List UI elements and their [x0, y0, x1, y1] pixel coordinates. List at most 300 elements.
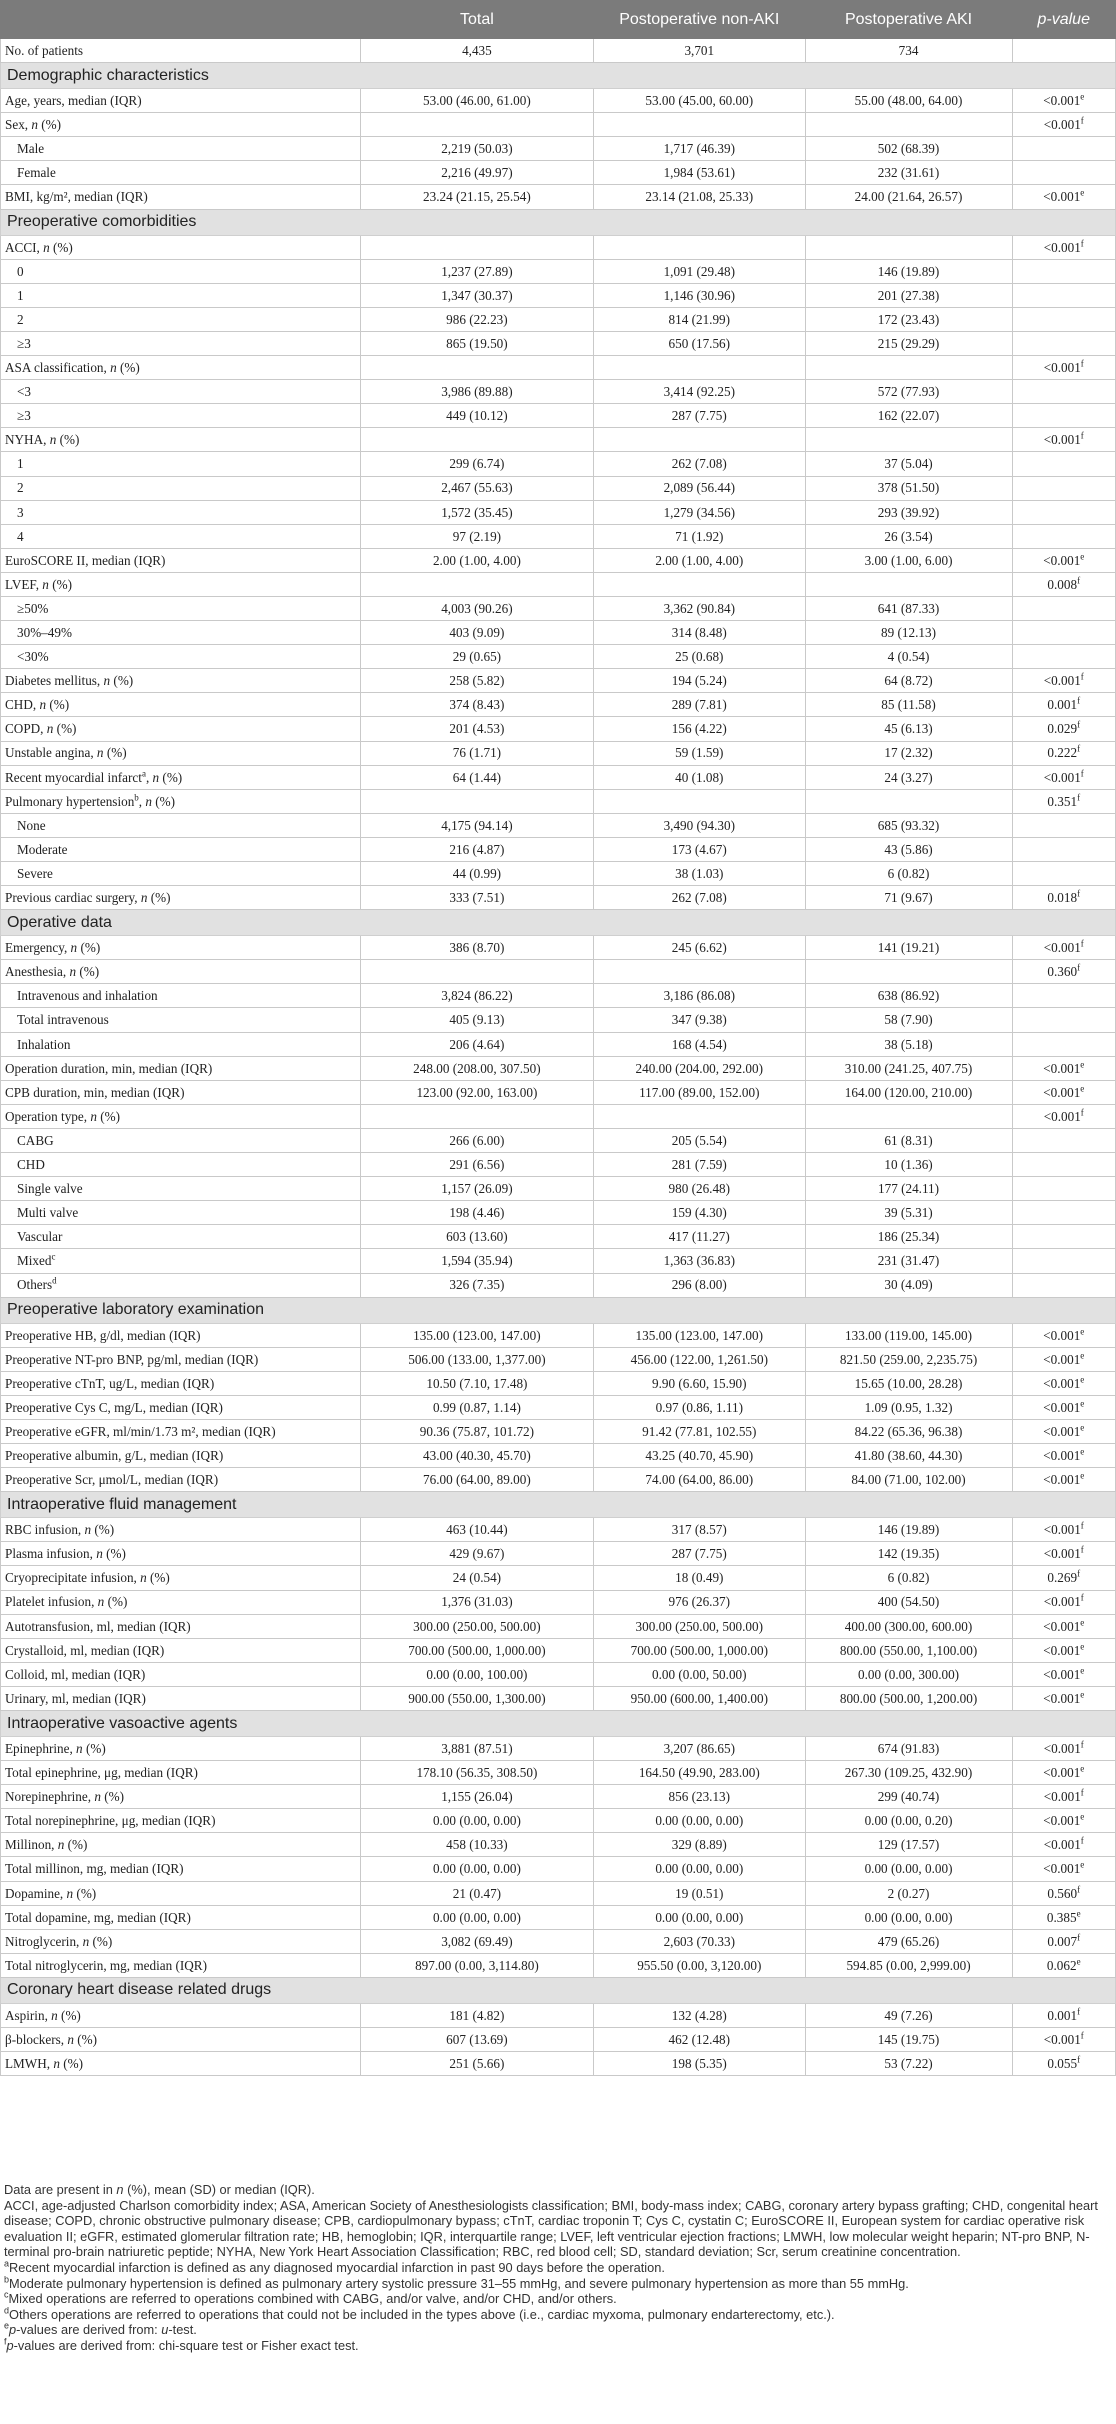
table-row	[1, 113, 1116, 137]
aki-cell: 45 (6.13)	[805, 717, 1012, 741]
row-label: Nitroglycerin, n (%)	[1, 1929, 361, 1953]
total-cell: 2,219 (50.03)	[360, 137, 593, 161]
p-value-cell: <0.001$^e$	[1012, 1395, 1116, 1419]
non-aki-cell: 91.42 (77.81, 102.55)	[594, 1419, 806, 1443]
total-cell: 76 (1.71)	[360, 741, 593, 765]
aki-cell	[805, 113, 1012, 137]
p-value-footnote-marker: e	[1080, 551, 1085, 562]
row-label: Preoperative albumin, g/L, median (IQR)	[1, 1444, 361, 1468]
aki-cell	[805, 1104, 1012, 1128]
p-value-cell: <0.001$^e$	[1012, 1468, 1116, 1492]
p-value-cell: 0.001$^f$	[1012, 2003, 1116, 2027]
non-aki-cell: 1,363 (36.83)	[594, 1249, 806, 1273]
row-label: Total dopamine, mg, median (IQR)	[1, 1905, 361, 1929]
aki-cell: 10 (1.36)	[805, 1153, 1012, 1177]
row-label: Plasma infusion, n (%)	[1, 1542, 361, 1566]
aki-cell: 0.00 (0.00, 0.00)	[805, 1905, 1012, 1929]
table-row	[1, 2028, 1116, 2052]
non-aki-cell: 1,091 (29.48)	[594, 259, 806, 283]
table-row	[1, 1323, 1116, 1347]
non-aki-cell: 3,414 (92.25)	[594, 380, 806, 404]
p-value-footnote-marker: e	[1080, 1860, 1085, 1871]
row-label: 4	[1, 524, 361, 548]
total-cell: 198 (4.46)	[360, 1201, 593, 1225]
aki-cell: 146 (19.89)	[805, 259, 1012, 283]
row-label: Inhalation	[1, 1032, 361, 1056]
aki-cell: 142 (19.35)	[805, 1542, 1012, 1566]
non-aki-cell: 289 (7.81)	[594, 693, 806, 717]
row-label: 2	[1, 307, 361, 331]
non-aki-cell: 159 (4.30)	[594, 1201, 806, 1225]
table-row	[1, 572, 1116, 596]
p-value-cell: <0.001$^e$	[1012, 1662, 1116, 1686]
total-cell: 258 (5.82)	[360, 669, 593, 693]
total-cell: 900.00 (550.00, 1,300.00)	[360, 1686, 593, 1710]
p-value-cell: 0.007$^f$	[1012, 1929, 1116, 1953]
p-value-cell: <0.001$^f$	[1012, 669, 1116, 693]
p-value-cell: 0.560$^f$	[1012, 1881, 1116, 1905]
total-cell: 403 (9.09)	[360, 621, 593, 645]
non-aki-cell: 955.50 (0.00, 3,120.00)	[594, 1953, 806, 1977]
non-aki-cell: 0.97 (0.86, 1.11)	[594, 1395, 806, 1419]
p-value-cell: 0.029$^f$	[1012, 717, 1116, 741]
non-aki-cell: 198 (5.35)	[594, 2052, 806, 2076]
p-value-cell	[1012, 645, 1116, 669]
p-value-cell: 0.055$^f$	[1012, 2052, 1116, 2076]
aki-cell: 58 (7.90)	[805, 1008, 1012, 1032]
non-aki-cell: 205 (5.54)	[594, 1128, 806, 1152]
total-cell: 3,824 (86.22)	[360, 984, 593, 1008]
aki-cell: 133.00 (119.00, 145.00)	[805, 1323, 1012, 1347]
non-aki-cell: 2,089 (56.44)	[594, 476, 806, 500]
total-cell	[360, 356, 593, 380]
total-cell	[360, 428, 593, 452]
p-value-cell	[1012, 984, 1116, 1008]
aki-cell: 84.22 (65.36, 96.38)	[805, 1419, 1012, 1443]
footnote: Data are present in n (%), mean (SD) or median (IQR).	[4, 2182, 315, 2197]
total-cell: 4,435	[360, 39, 593, 63]
p-value-cell	[1012, 862, 1116, 886]
p-value-cell: <0.001$^e$	[1012, 1809, 1116, 1833]
aki-cell: 2 (0.27)	[805, 1881, 1012, 1905]
non-aki-cell: 1,279 (34.56)	[594, 500, 806, 524]
non-aki-cell: 3,490 (94.30)	[594, 813, 806, 837]
footnote: $^f$p-values are derived from: chi-square test or Fisher exact test.	[4, 2336, 359, 2353]
row-label: ACCI, n (%)	[1, 235, 361, 259]
p-value-footnote-marker: f	[1080, 1787, 1084, 1798]
p-value-cell	[1012, 1008, 1116, 1032]
non-aki-cell: 9.90 (6.60, 15.90)	[594, 1371, 806, 1395]
p-value-cell	[1012, 331, 1116, 355]
table-row	[1, 161, 1116, 185]
p-value-footnote-marker: e	[1080, 1083, 1085, 1094]
total-cell: 21 (0.47)	[360, 1881, 593, 1905]
total-cell: 90.36 (75.87, 101.72)	[360, 1419, 593, 1443]
non-aki-cell: 3,362 (90.84)	[594, 596, 806, 620]
aki-cell: 674 (91.83)	[805, 1737, 1012, 1761]
non-aki-cell: 329 (8.89)	[594, 1833, 806, 1857]
aki-cell: 89 (12.13)	[805, 621, 1012, 645]
p-value-cell: <0.001$^e$	[1012, 548, 1116, 572]
p-value-cell	[1012, 1249, 1116, 1273]
row-label: Total epinephrine, μg, median (IQR)	[1, 1761, 361, 1785]
total-cell: 300.00 (250.00, 500.00)	[360, 1614, 593, 1638]
p-value-footnote-marker: e	[1080, 1641, 1085, 1652]
aki-cell: 400.00 (300.00, 600.00)	[805, 1614, 1012, 1638]
non-aki-cell	[594, 356, 806, 380]
p-value-footnote-marker: f	[1077, 792, 1081, 803]
p-value-cell: <0.001$^f$	[1012, 1737, 1116, 1761]
row-label: <30%	[1, 645, 361, 669]
total-cell	[360, 235, 593, 259]
p-value-cell	[1012, 500, 1116, 524]
p-value-cell: <0.001$^f$	[1012, 428, 1116, 452]
total-cell	[360, 113, 593, 137]
p-value-cell: 0.001$^f$	[1012, 693, 1116, 717]
p-value-footnote-marker: f	[1080, 430, 1084, 441]
table-row	[1, 862, 1116, 886]
row-label: LVEF, n (%)	[1, 572, 361, 596]
row-label: NYHA, n (%)	[1, 428, 361, 452]
row-label: Norepinephrine, n (%)	[1, 1785, 361, 1809]
non-aki-cell: 456.00 (122.00, 1,261.50)	[594, 1347, 806, 1371]
p-value-cell	[1012, 161, 1116, 185]
non-aki-cell: 59 (1.59)	[594, 741, 806, 765]
footnote: $^b$Moderate pulmonary hypertension is defined as pulmonary artery systolic pressure 31–55 mmHg, and severe pulmonary hypertension as more than 55 mmHg.	[4, 2274, 909, 2291]
non-aki-cell: 3,207 (86.65)	[594, 1737, 806, 1761]
section-header-row	[1, 1977, 1116, 2003]
table-row	[1, 1273, 1116, 1297]
p-value-footnote-marker: f	[1080, 1835, 1084, 1846]
section-title: Preoperative laboratory examination	[1, 1297, 1116, 1323]
footnote: $^a$Recent myocardial infarction is defined as any diagnosed myocardial infarction in past 90 days before the operation.	[4, 2258, 665, 2275]
p-value-cell: <0.001$^e$	[1012, 1323, 1116, 1347]
non-aki-cell: 700.00 (500.00, 1,000.00)	[594, 1638, 806, 1662]
section-title: Operative data	[1, 910, 1116, 936]
row-label: Millinon, n (%)	[1, 1833, 361, 1857]
p-value-footnote-marker: f	[1080, 671, 1084, 682]
p-value-footnote-marker: f	[1080, 1593, 1084, 1604]
row-label: Moderate	[1, 837, 361, 861]
aki-cell: 685 (93.32)	[805, 813, 1012, 837]
table-row	[1, 813, 1116, 837]
aki-cell: 6 (0.82)	[805, 1566, 1012, 1590]
total-cell: 0.99 (0.87, 1.14)	[360, 1395, 593, 1419]
p-value-cell: <0.001$^f$	[1012, 1833, 1116, 1857]
row-label: EuroSCORE II, median (IQR)	[1, 548, 361, 572]
table-row	[1, 1761, 1116, 1785]
row-label: 2	[1, 476, 361, 500]
p-value-cell: <0.001$^f$	[1012, 1785, 1116, 1809]
p-value-cell: <0.001$^f$	[1012, 936, 1116, 960]
aki-cell	[805, 356, 1012, 380]
footnote: $^e$p-values are derived from: u-test.	[4, 2321, 197, 2338]
table-row	[1, 1177, 1116, 1201]
table-row	[1, 1833, 1116, 1857]
total-cell: 3,986 (89.88)	[360, 380, 593, 404]
table-row	[1, 960, 1116, 984]
row-label: Vascular	[1, 1225, 361, 1249]
non-aki-cell: 814 (21.99)	[594, 307, 806, 331]
p-value-cell: 0.385e	[1012, 1905, 1116, 1929]
table-row	[1, 669, 1116, 693]
aki-cell: 215 (29.29)	[805, 331, 1012, 355]
p-value-footnote-marker: e	[1080, 1374, 1085, 1385]
non-aki-cell: 117.00 (89.00, 152.00)	[594, 1080, 806, 1104]
row-label: Total millinon, mg, median (IQR)	[1, 1857, 361, 1881]
table-row	[1, 356, 1116, 380]
aki-cell: 400 (54.50)	[805, 1590, 1012, 1614]
p-value-cell: <0.001$^f$	[1012, 1518, 1116, 1542]
section-title: Intraoperative fluid management	[1, 1492, 1116, 1518]
non-aki-cell: 287 (7.75)	[594, 1542, 806, 1566]
non-aki-cell: 417 (11.27)	[594, 1225, 806, 1249]
aki-cell: 177 (24.11)	[805, 1177, 1012, 1201]
table-row	[1, 259, 1116, 283]
non-aki-cell: 1,146 (30.96)	[594, 283, 806, 307]
row-label: Previous cardiac surgery, n (%)	[1, 886, 361, 910]
section-header-row	[1, 63, 1116, 89]
header-total: Total	[360, 1, 593, 39]
p-value-footnote-marker: e	[1080, 1470, 1085, 1481]
row-label: RBC infusion, n (%)	[1, 1518, 361, 1542]
table-row	[1, 717, 1116, 741]
aki-cell: 37 (5.04)	[805, 452, 1012, 476]
total-cell: 326 (7.35)	[360, 1273, 593, 1297]
total-cell	[360, 572, 593, 596]
non-aki-cell: 25 (0.68)	[594, 645, 806, 669]
total-cell: 429 (9.67)	[360, 1542, 593, 1566]
p-value-footnote-marker: f	[1080, 2030, 1084, 2041]
aki-cell: 43 (5.86)	[805, 837, 1012, 861]
total-cell: 3,082 (69.49)	[360, 1929, 593, 1953]
table-row	[1, 596, 1116, 620]
row-label: Single valve	[1, 1177, 361, 1201]
header-aki: Postoperative AKI	[805, 1, 1012, 39]
non-aki-cell: 950.00 (600.00, 1,400.00)	[594, 1686, 806, 1710]
aki-cell: 1.09 (0.95, 1.32)	[805, 1395, 1012, 1419]
total-cell: 216 (4.87)	[360, 837, 593, 861]
table-row	[1, 1249, 1116, 1273]
total-cell: 206 (4.64)	[360, 1032, 593, 1056]
p-value-footnote-marker: e	[1076, 1908, 1081, 1919]
non-aki-cell: 3,701	[594, 39, 806, 63]
p-value-footnote-marker: e	[1080, 1350, 1085, 1361]
section-title: Preoperative comorbidities	[1, 209, 1116, 235]
total-cell: 201 (4.53)	[360, 717, 593, 741]
aki-cell: 24 (3.27)	[805, 765, 1012, 789]
aki-cell: 378 (51.50)	[805, 476, 1012, 500]
section-header-row	[1, 1711, 1116, 1737]
table-row	[1, 1419, 1116, 1443]
aki-cell: 49 (7.26)	[805, 2003, 1012, 2027]
total-cell: 607 (13.69)	[360, 2028, 593, 2052]
p-value-footnote-marker: f	[1080, 938, 1084, 949]
table-row	[1, 428, 1116, 452]
p-value-footnote-marker: f	[1077, 2054, 1081, 2065]
non-aki-cell	[594, 428, 806, 452]
row-label: Preoperative eGFR, ml/min/1.73 m², median (IQR)	[1, 1419, 361, 1443]
p-value-footnote-marker: e	[1080, 1811, 1085, 1822]
non-aki-cell: 0.00 (0.00, 50.00)	[594, 1662, 806, 1686]
total-cell: 299 (6.74)	[360, 452, 593, 476]
row-label: 1	[1, 452, 361, 476]
row-label: Severe	[1, 862, 361, 886]
p-value-cell: <0.001$^f$	[1012, 765, 1116, 789]
row-label: Anesthesia, n (%)	[1, 960, 361, 984]
table-row	[1, 404, 1116, 428]
non-aki-cell: 856 (23.13)	[594, 1785, 806, 1809]
total-cell: 1,572 (35.45)	[360, 500, 593, 524]
table-row	[1, 1614, 1116, 1638]
total-cell: 506.00 (133.00, 1,377.00)	[360, 1347, 593, 1371]
table-row	[1, 1080, 1116, 1104]
row-label: Cryoprecipitate infusion, n (%)	[1, 1566, 361, 1590]
table-row	[1, 1395, 1116, 1419]
table-row	[1, 837, 1116, 861]
table-row	[1, 1201, 1116, 1225]
total-cell: 3,881 (87.51)	[360, 1737, 593, 1761]
total-cell: 1,155 (26.04)	[360, 1785, 593, 1809]
p-value-cell: <0.001$^e$	[1012, 1638, 1116, 1662]
p-value-cell: <0.001$^e$	[1012, 1614, 1116, 1638]
p-value-cell	[1012, 137, 1116, 161]
p-value-cell: <0.001$^e$	[1012, 1444, 1116, 1468]
non-aki-cell: 164.50 (49.90, 283.00)	[594, 1761, 806, 1785]
aki-cell: 299 (40.74)	[805, 1785, 1012, 1809]
aki-cell: 310.00 (241.25, 407.75)	[805, 1056, 1012, 1080]
table-row	[1, 380, 1116, 404]
row-label: Female	[1, 161, 361, 185]
p-value-cell: <0.001$^f$	[1012, 113, 1116, 137]
p-value-cell	[1012, 621, 1116, 645]
total-cell: 251 (5.66)	[360, 2052, 593, 2076]
aki-cell: 638 (86.92)	[805, 984, 1012, 1008]
p-value-cell: <0.001$^e$	[1012, 89, 1116, 113]
total-cell: 1,376 (31.03)	[360, 1590, 593, 1614]
aki-cell: 267.30 (109.25, 432.90)	[805, 1761, 1012, 1785]
row-label: Aspirin, n (%)	[1, 2003, 361, 2027]
p-value-cell: <0.001$^e$	[1012, 1080, 1116, 1104]
p-value-footnote-marker: f	[1080, 1520, 1084, 1531]
aki-cell: 0.00 (0.00, 0.00)	[805, 1857, 1012, 1881]
p-value-cell: <0.001$^f$	[1012, 2028, 1116, 2052]
non-aki-cell: 281 (7.59)	[594, 1153, 806, 1177]
table-row	[1, 1153, 1116, 1177]
row-label: Intravenous and inhalation	[1, 984, 361, 1008]
non-aki-cell: 1,717 (46.39)	[594, 137, 806, 161]
total-cell: 43.00 (40.30, 45.70)	[360, 1444, 593, 1468]
non-aki-cell: 976 (26.37)	[594, 1590, 806, 1614]
aki-cell: 734	[805, 39, 1012, 63]
table-row	[1, 789, 1116, 813]
total-cell: 897.00 (0.00, 3,114.80)	[360, 1953, 593, 1977]
section-header-row	[1, 910, 1116, 936]
p-value-footnote-marker: f	[1077, 962, 1081, 973]
p-value-cell	[1012, 1128, 1116, 1152]
table-row	[1, 1444, 1116, 1468]
total-cell: 248.00 (208.00, 307.50)	[360, 1056, 593, 1080]
total-cell	[360, 789, 593, 813]
aki-cell: 572 (77.93)	[805, 380, 1012, 404]
aki-cell: 145 (19.75)	[805, 2028, 1012, 2052]
aki-cell: 231 (31.47)	[805, 1249, 1012, 1273]
p-value-footnote-marker: f	[1080, 1739, 1084, 1750]
table-row	[1, 886, 1116, 910]
row-label: 3	[1, 500, 361, 524]
aki-cell: 39 (5.31)	[805, 1201, 1012, 1225]
non-aki-cell: 74.00 (64.00, 86.00)	[594, 1468, 806, 1492]
p-value-cell: <0.001$^e$	[1012, 185, 1116, 209]
row-label: Pulmonary hypertension$^b$, n (%)	[1, 789, 361, 813]
row-label: <3	[1, 380, 361, 404]
table-row	[1, 693, 1116, 717]
table-row	[1, 283, 1116, 307]
aki-cell: 17 (2.32)	[805, 741, 1012, 765]
table-row	[1, 645, 1116, 669]
p-value-footnote-marker: e	[1080, 91, 1085, 102]
non-aki-cell: 19 (0.51)	[594, 1881, 806, 1905]
p-value-cell	[1012, 1273, 1116, 1297]
p-value-cell: <0.001$^e$	[1012, 1761, 1116, 1785]
aki-cell	[805, 572, 1012, 596]
p-value-cell: <0.001$^f$	[1012, 356, 1116, 380]
total-cell: 23.24 (21.15, 25.54)	[360, 185, 593, 209]
row-label: Total norepinephrine, μg, median (IQR)	[1, 1809, 361, 1833]
p-value-cell: <0.001$^e$	[1012, 1419, 1116, 1443]
total-cell: 76.00 (64.00, 89.00)	[360, 1468, 593, 1492]
p-value-cell	[1012, 476, 1116, 500]
row-label: Total nitroglycerin, mg, median (IQR)	[1, 1953, 361, 1977]
p-value-cell	[1012, 259, 1116, 283]
total-cell: 463 (10.44)	[360, 1518, 593, 1542]
table-row	[1, 1809, 1116, 1833]
row-label: Unstable angina, n (%)	[1, 741, 361, 765]
non-aki-cell: 168 (4.54)	[594, 1032, 806, 1056]
header-non-aki: Postoperative non-AKI	[594, 1, 806, 39]
total-cell: 97 (2.19)	[360, 524, 593, 548]
non-aki-cell	[594, 235, 806, 259]
total-cell: 2,467 (55.63)	[360, 476, 593, 500]
non-aki-cell	[594, 960, 806, 984]
p-value-cell: 0.062e	[1012, 1953, 1116, 1977]
non-aki-cell: 287 (7.75)	[594, 404, 806, 428]
table-row	[1, 331, 1116, 355]
aki-cell: 641 (87.33)	[805, 596, 1012, 620]
total-cell: 386 (8.70)	[360, 936, 593, 960]
table-row	[1, 39, 1116, 63]
aki-cell: 53 (7.22)	[805, 2052, 1012, 2076]
total-cell: 29 (0.65)	[360, 645, 593, 669]
table-row	[1, 1104, 1116, 1128]
non-aki-cell: 135.00 (123.00, 147.00)	[594, 1323, 806, 1347]
non-aki-cell: 240.00 (204.00, 292.00)	[594, 1056, 806, 1080]
total-cell: 64 (1.44)	[360, 765, 593, 789]
p-value-cell: 0.018$^f$	[1012, 886, 1116, 910]
row-label: Dopamine, n (%)	[1, 1881, 361, 1905]
aki-cell: 3.00 (1.00, 6.00)	[805, 548, 1012, 572]
p-value-cell	[1012, 1225, 1116, 1249]
table-row	[1, 1785, 1116, 1809]
table-row	[1, 1468, 1116, 1492]
table-row	[1, 1857, 1116, 1881]
non-aki-cell	[594, 789, 806, 813]
total-cell	[360, 1104, 593, 1128]
p-value-footnote-marker: f	[1077, 719, 1081, 730]
p-value-footnote-marker: f	[1080, 115, 1084, 126]
p-value-footnote-marker: f	[1080, 358, 1084, 369]
non-aki-cell: 300.00 (250.00, 500.00)	[594, 1614, 806, 1638]
